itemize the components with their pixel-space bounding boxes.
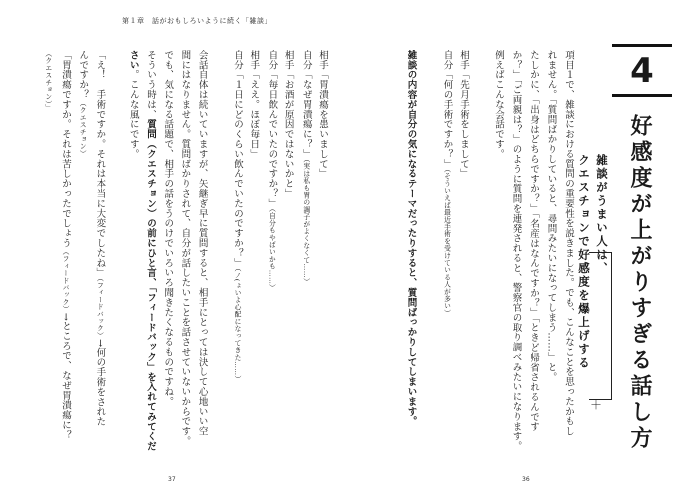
- text-column: [527, 50, 540, 460]
- page-number-left: 37: [168, 476, 176, 483]
- text-column: [247, 50, 260, 460]
- body-text: んですか？: [77, 50, 89, 100]
- body-text: れません。「質問ばかりしていると、尋問みたいになってしまう……」と。: [545, 50, 557, 382]
- text-column: [92, 50, 106, 460]
- text-column: [161, 50, 174, 460]
- body-text: 間にはなりません。質問ばかりされて、自分が話したいことを話させていないからです。: [179, 50, 191, 446]
- body-text: 自分「なぜ胃潰瘍に？」: [300, 50, 312, 159]
- chapter-rule-top: [612, 44, 672, 47]
- text-column: [127, 50, 140, 460]
- body-text: 項目１で、雑談における質問の重要性を説きました。でも、こんなことを思ったかもし: [563, 50, 574, 437]
- body-text: か？」「ご両親は？」のように質問を連発されると、警察官の取り調べみたいになります。: [510, 50, 522, 452]
- body-text: →ところで、なぜ胃潰瘍に？: [60, 312, 71, 440]
- running-head: 第１章 話がおもしろいように続く「雑談」: [122, 17, 272, 25]
- body-text: 会話自体は続いていますが、矢継ぎ早に質問すると、相手にとっては決して心地いい空: [196, 50, 208, 437]
- text-column: [196, 50, 209, 460]
- text-column: [440, 50, 454, 460]
- plus-mark: ＋: [590, 398, 603, 412]
- text-column: [492, 50, 505, 460]
- text-column: [230, 50, 244, 460]
- body-text: 「え！ 手術ですか。それは本当に大変でしたね」: [94, 50, 106, 278]
- text-column: [405, 50, 418, 460]
- body-text: 「胃潰瘍ですか。それは苦しかったでしょう: [60, 50, 71, 248]
- body-text: 自分「１日にどのくらい飲んでいたのですか？」: [232, 50, 243, 268]
- body-text: 相手「お酒が原因ではないかと」: [282, 50, 294, 199]
- chapter-title: 好感度が上がりすぎる話し方: [627, 114, 652, 452]
- body-text: 自分「何の手術ですか？」: [441, 50, 453, 169]
- annotation-text: （クエスチョン）」: [43, 50, 52, 112]
- body-text: 相手「胃潰瘍を患いまして」: [317, 50, 328, 179]
- emphasis-text: さい: [127, 50, 139, 70]
- subtitle-line-2: クエスチョンで好感度を爆上げする: [577, 154, 591, 370]
- annotation-text: （実は私も胃の調子がよくなくて……）: [301, 158, 310, 286]
- emphasis-text: 雑談の内容が自分の気になるテーマだったりすると、質問ばっかりしてしまいます。: [405, 50, 417, 427]
- text-column: [316, 50, 329, 460]
- body-text: 自分「毎日飲んでいたのですか？」: [266, 50, 278, 209]
- annotation-text: （そういえば最近手術を受けている人が多い）: [442, 168, 451, 317]
- text-column: [282, 50, 295, 460]
- body-text: たしかに、「出身はどちらですか？」「名産はなんですか？」「ときど帰省されるんです: [528, 50, 539, 432]
- emphasis-text: 質問（クエスチョン）の前にひと言、「フィードバック」を入れてみてくだ: [145, 119, 156, 452]
- text-column: [178, 50, 191, 460]
- body-text: 例えばこんな会話です。: [493, 50, 504, 159]
- body-text: 相手「先月手術をしまして」: [458, 50, 469, 179]
- subtitle-line-1: 雑談がうまい人は、: [595, 154, 609, 276]
- annotation-text: （フィードバック）: [95, 277, 104, 340]
- text-column: [299, 50, 313, 460]
- text-column: [264, 50, 278, 460]
- text-column: [75, 50, 89, 460]
- annotation-text: （クエスチョン）: [78, 99, 87, 158]
- text-column: [457, 50, 470, 460]
- body-text: でも、気になる話題で、相手の話をうのけでいろいろ聞きたくなるものですね。: [162, 50, 174, 407]
- chapter-rule-bottom: [612, 94, 672, 97]
- text-column: [562, 50, 575, 460]
- body-text: 相手「ええ。ほぼ毎日」: [248, 50, 260, 159]
- text-column: [545, 50, 558, 460]
- annotation-text: （ノ(ょいよ心配になってきた……）: [233, 267, 241, 383]
- body-text: →何の手術をされた: [94, 339, 106, 427]
- text-column: [144, 50, 157, 460]
- text-column: [41, 50, 55, 460]
- page-number-right: 36: [522, 476, 530, 483]
- annotation-text: （自分もやばいかも……）: [267, 208, 276, 292]
- text-column: [510, 50, 523, 460]
- text-column: [58, 50, 72, 460]
- body-text: 。こんな風にです。: [127, 69, 139, 159]
- annotation-text: （フィードバック）: [61, 248, 69, 313]
- chapter-number: 4: [630, 51, 654, 91]
- body-text: そういう時は、: [145, 50, 156, 120]
